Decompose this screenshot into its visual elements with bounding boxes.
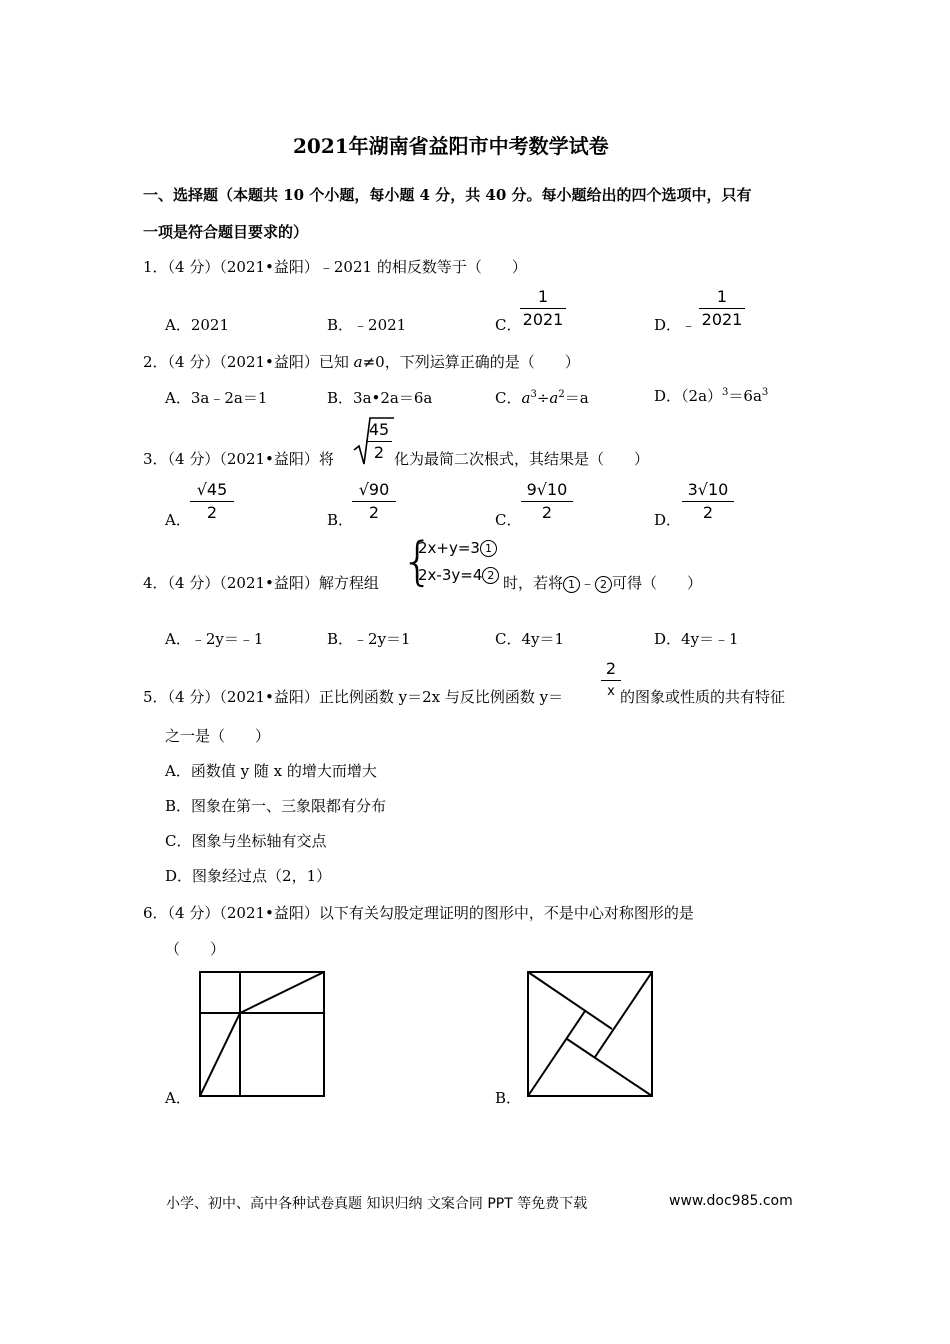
- q2-stem-post: ≠0，下列运算正确的是（ ）: [362, 353, 580, 371]
- q2-d-label: D．: [654, 387, 682, 405]
- q2-stem-pre: 2．（4 分）（2021•益阳）已知: [143, 353, 354, 371]
- q4-equation-1: [418, 539, 497, 557]
- q4-eq1-mark: 1: [480, 540, 497, 557]
- q2-c-result: ＝a: [564, 389, 589, 407]
- q4-stem-post: [503, 572, 702, 593]
- section-heading-line2: 一项是符合题目要求的）: [143, 223, 309, 241]
- q3-radicand-den: 2: [373, 443, 385, 462]
- q3-radicand: [366, 421, 392, 462]
- q3-c-den: 2: [541, 503, 553, 522]
- q2-stem-var: a: [353, 353, 363, 371]
- q6-stem: 6．（4 分）（2021•益阳）以下有关勾股定理证明的图形中，不是中心对称图形的是: [143, 904, 694, 922]
- q1-stem: 1．（4 分）（2021•益阳）﹣2021 的相反数等于（ ）: [143, 258, 527, 276]
- q3-b-num: √90: [358, 480, 390, 499]
- q2-b-expr: 3a•2a＝6a: [353, 389, 433, 407]
- q5-frac-den: x: [607, 684, 615, 699]
- q5-option-d: D．图象经过点（2，1）: [165, 867, 332, 885]
- q4-eq2-text: 2x-3y=4: [418, 566, 483, 584]
- q2-d-exp2: 3: [761, 387, 769, 398]
- q3-stem-pre: 3．（4 分）（2021•益阳）将: [143, 450, 334, 468]
- q4-mark-1: 1: [563, 576, 580, 593]
- q6-option-b-label: B．: [495, 1089, 522, 1107]
- q2-a-label: A．: [165, 389, 191, 407]
- q1-option-c-label: C．: [495, 316, 522, 334]
- q1-option-b: B．﹣2021: [327, 316, 407, 334]
- q2-d-mid: ＝6a: [728, 387, 762, 405]
- q3-d-num: 3√10: [687, 480, 729, 499]
- q2-option-d: [654, 385, 768, 406]
- section-heading-line1: 一、选择题（本题共 10 个小题，每小题 4 分，共 40 分。每小题给出的四个选项中，只有: [143, 186, 752, 204]
- q5-option-a: A．函数值 y 随 x 的增大而增大: [165, 762, 377, 780]
- q1-option-c-fraction: [520, 288, 566, 329]
- q2-option-c: [495, 387, 589, 408]
- q3-option-b-label: B．: [327, 511, 354, 529]
- q2-stem: [143, 351, 580, 372]
- q3-radicand-num: 45: [368, 420, 390, 439]
- q4-minus: ﹣: [580, 574, 596, 592]
- q4-option-a: A．﹣2y＝﹣1: [165, 630, 264, 648]
- q4-eq2-mark: 2: [482, 567, 499, 584]
- q6-stem-line2: （ ）: [165, 940, 226, 958]
- q2-option-a: [165, 387, 267, 408]
- q3-a-den: 2: [206, 503, 218, 522]
- q5-stem-pre: 5．（4 分）（2021•益阳）正比例函数 y＝2x 与反比例函数 y＝: [143, 688, 564, 706]
- q3-option-d-fraction: [682, 481, 734, 522]
- q3-c-num: 9√10: [526, 480, 568, 499]
- q4-option-b: B．﹣2y＝1: [327, 630, 411, 648]
- q3-b-den: 2: [368, 503, 380, 522]
- q2-option-b: [327, 387, 432, 408]
- q2-d-pre: （2a）: [681, 387, 723, 405]
- q5-option-b: B．图象在第一、三象限都有分布: [165, 797, 387, 815]
- q6-figure-a: [199, 971, 325, 1097]
- q1-c-denominator: 2021: [522, 310, 564, 329]
- q1-option-d-fraction: [699, 288, 745, 329]
- q2-c-exp2: 2: [558, 389, 565, 400]
- q3-stem-post: 化为最简二次根式，其结果是（ ）: [394, 450, 650, 468]
- q1-option-d-label: D．﹣: [654, 316, 697, 334]
- q2-c-base2: a: [549, 389, 559, 407]
- footer-text: 小学、初中、高中各种试卷真题 知识归纳 文案合同 PPT 等免费下载: [166, 1196, 588, 1212]
- q1-c-numerator: 1: [537, 287, 549, 306]
- page-title: 2021年湖南省益阳市中考数学试卷: [293, 134, 609, 158]
- q4-equation-2: [418, 566, 499, 584]
- q4-brace: {: [401, 532, 435, 592]
- q6-option-a-label: A．: [165, 1089, 191, 1107]
- q3-a-num: √45: [196, 480, 228, 499]
- q3-option-d-label: D．: [654, 511, 682, 529]
- q3-d-den: 2: [702, 503, 714, 522]
- q4-stem-post1: 时，若将: [503, 574, 564, 592]
- q5-stem-post: 的图象或性质的共有特征: [620, 688, 786, 706]
- q4-option-c: C．4y＝1: [495, 630, 565, 648]
- q4-stem-pre: 4．（4 分）（2021•益阳）解方程组: [143, 574, 379, 592]
- q2-c-label: C．: [495, 389, 522, 407]
- q5-frac-num: 2: [605, 659, 617, 678]
- q2-c-base1: a: [521, 389, 531, 407]
- q5-option-c: C．图象与坐标轴有交点: [165, 832, 327, 850]
- q2-b-label: B．: [327, 389, 354, 407]
- q1-d-numerator: 1: [716, 287, 728, 306]
- q3-option-b-fraction: [352, 481, 396, 522]
- q3-option-c-label: C．: [495, 511, 522, 529]
- q2-a-expr: 3a﹣2a＝1: [190, 389, 268, 407]
- q4-option-d: D．4y＝﹣1: [654, 630, 739, 648]
- q2-c-exp1: 3: [530, 389, 537, 400]
- q4-mark-2: 2: [595, 576, 612, 593]
- q1-option-a: A．2021: [165, 316, 230, 334]
- q2-d-exp: 3: [722, 387, 729, 398]
- q3-option-a-label: A．: [165, 511, 191, 529]
- q3-option-a-fraction: [190, 481, 234, 522]
- q3-option-c-fraction: [521, 481, 573, 522]
- q4-stem-post2: 可得（ ）: [612, 574, 703, 592]
- q1-d-denominator: 2021: [701, 310, 743, 329]
- footer-url[interactable]: www.doc985.com: [669, 1193, 793, 1209]
- q6-figure-b: [527, 971, 653, 1097]
- q2-c-op: ÷: [536, 389, 550, 407]
- q5-fraction: [601, 660, 621, 701]
- q4-eq1-text: 2x+y=3: [418, 539, 480, 557]
- q5-stem-line2: 之一是（ ）: [165, 727, 271, 745]
